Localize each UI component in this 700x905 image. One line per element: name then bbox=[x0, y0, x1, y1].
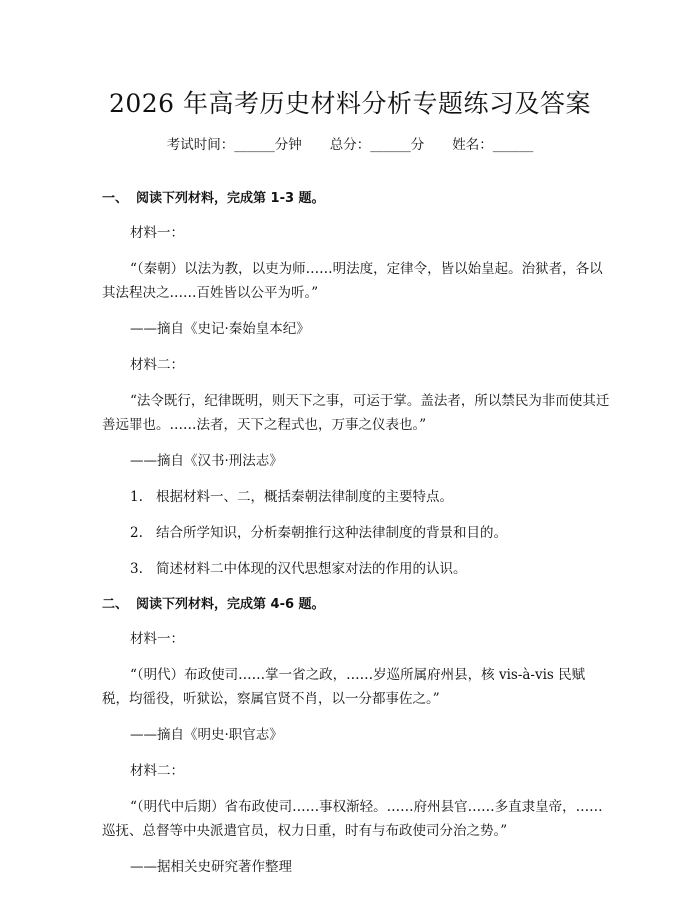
section-heading-1 bbox=[102, 187, 612, 211]
material-source: ——据相关史研究著作整理 bbox=[130, 859, 292, 875]
question-item bbox=[130, 485, 612, 509]
material-source: ——摘自《明史·职官志》 bbox=[130, 727, 283, 743]
material-label: 材料一： bbox=[130, 225, 184, 241]
material-label: 材料二： bbox=[130, 357, 184, 373]
total-score: 总分：______分 bbox=[329, 137, 425, 153]
section-number: 一、 bbox=[102, 191, 129, 206]
question-text: 根据材料一、二，概括秦朝法律制度的主要特点。 bbox=[156, 489, 453, 505]
section-title: 阅读下列材料，完成第 1-3 题。 bbox=[136, 191, 325, 206]
material-quote: “（明代）布政使司……掌一省之政，……岁巡所属府州县，核 vis-à-vis 民赋税，均徭役，听狱讼，察属官贤不肖，以一分都事佐之。” bbox=[102, 667, 586, 707]
question-text: 结合所学知识，分析秦朝推行这种法律制度的背景和目的。 bbox=[156, 525, 507, 541]
question-number: 3. bbox=[130, 561, 143, 577]
student-name: 姓名：______ bbox=[452, 137, 534, 153]
material-quote: “（明代中后期）省布政使司……事权渐轻。……府州县官……多直隶皇帝，……巡抚、总督等中央派遣官员，权力日重，时有与布政使司分治之势。” bbox=[102, 799, 603, 839]
section-number: 二、 bbox=[102, 597, 129, 612]
question-item bbox=[130, 521, 612, 545]
material-label: 材料一： bbox=[130, 631, 184, 647]
question-item bbox=[130, 557, 612, 581]
section-title: 阅读下列材料，完成第 4-6 题。 bbox=[136, 597, 325, 612]
exam-content bbox=[102, 187, 612, 891]
material-label: 材料二： bbox=[130, 763, 184, 779]
question-text: 简述材料二中体现的汉代思想家对法的作用的认识。 bbox=[156, 561, 467, 577]
material-quote: “（秦朝）以法为教，以吏为师……明法度，定律令，皆以始皇起。治狱者，各以其法程决之……百姓皆以公平为听。” bbox=[102, 261, 603, 301]
question-number: 2. bbox=[130, 525, 143, 541]
exam-meta bbox=[0, 133, 700, 153]
material-source: ——摘自《史记·秦始皇本纪》 bbox=[130, 321, 310, 337]
section-heading-2 bbox=[102, 593, 612, 617]
exam-time: 考试时间：______分钟 bbox=[166, 137, 302, 153]
material-source: ——摘自《汉书·刑法志》 bbox=[130, 453, 283, 469]
material-quote: “法令既行，纪律既明，则天下之事，可运于掌。盖法者，所以禁民为非而使其迁善远罪也。……法者，天下之程式也，万事之仪表也。” bbox=[102, 393, 610, 433]
page-title: 2026 年高考历史材料分析专题练习及答案 bbox=[108, 89, 592, 118]
question-number: 1. bbox=[130, 489, 143, 505]
